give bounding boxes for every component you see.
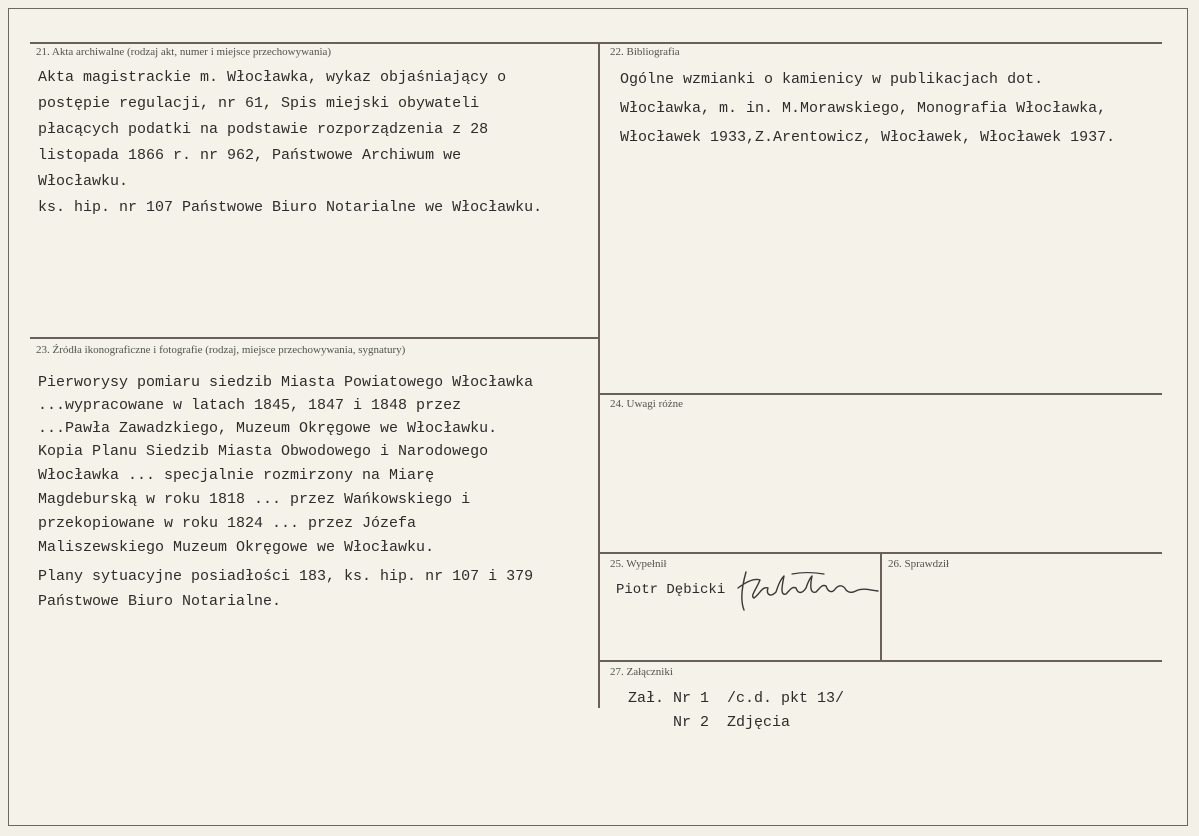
text-line: ks. hip. nr 107 Państwowe Biuro Notarialne we Włocławku. [38, 199, 543, 216]
text-line: Plany sytuacyjne posiadłości 183, ks. hip. nr 107 i 379 [38, 568, 534, 585]
text-line: Włocławek 1933,Z.Arentowicz, Włocławek, Włocławek 1937. [620, 129, 1116, 146]
text-line: listopada 1866 r. nr 962, Państwowe Archiwum we [38, 147, 462, 164]
text-line: Państwowe Biuro Notarialne. [38, 593, 282, 610]
section-22-label: 22. Bibliografia [610, 46, 680, 58]
signature-image [732, 564, 882, 616]
text-line: Zał. Nr 1 /c.d. pkt 13/ [628, 690, 845, 707]
text-line: ...Pawła Zawadzkiego, Muzeum Okręgowe we Włocławku. [38, 420, 498, 437]
text-line: postępie regulacji, nr 61, Spis miejski obywateli [38, 95, 480, 112]
rule-22-24 [600, 393, 1162, 395]
rule-25-27 [600, 660, 1162, 662]
text-line: Kopia Planu Siedzib Miasta Obwodowego i Narodowego [38, 443, 489, 460]
text-line: Ogólne wzmianki o kamienicy w publikacjach dot. [620, 71, 1044, 88]
filled-by-name: Piotr Dębicki [616, 582, 726, 598]
section-23-label: 23. Źródła ikonograficzne i fotografie (rodzaj, miejsce przechowywania, sygnatury) [36, 344, 406, 356]
rule-21-23 [30, 337, 598, 339]
section-27-label: 27. Załączniki [610, 666, 673, 678]
top-rule [30, 42, 1162, 44]
section-26-label: 26. Sprawdził [888, 558, 950, 570]
text-line: płacących podatki na podstawie rozporządzenia z 28 [38, 121, 489, 138]
text-line: Magdeburską w roku 1818 ... przez Wańkowskiego i [38, 491, 471, 508]
text-line: Włocławka, m. in. M.Morawskiego, Monografia Włocławka, [620, 100, 1107, 117]
text-line: Włocławka ... specjalnie rozmirzony na Miarę [38, 467, 435, 484]
text-line: Akta magistrackie m. Włocławka, wykaz objaśniający o [38, 69, 507, 86]
text-line: ...wypracowane w latach 1845, 1847 i 1848 przez [38, 397, 462, 414]
text-line: Nr 2 Zdjęcia [628, 714, 791, 731]
text-line: Maliszewskiego Muzeum Okręgowe we Włocławku. [38, 539, 435, 556]
section-24-label: 24. Uwagi różne [610, 398, 684, 410]
text-line: przekopiowane w roku 1824 ... przez Józefa [38, 515, 417, 532]
text-line: Włocławku. [38, 173, 129, 190]
vertical-divider [598, 42, 600, 708]
section-25-label: 25. Wypełnił [610, 558, 667, 570]
section-21-label: 21. Akta archiwalne (rodzaj akt, numer i miejsce przechowywania) [36, 46, 332, 58]
text-line: Pierworysy pomiaru siedzib Miasta Powiatowego Włocławka [38, 374, 534, 391]
